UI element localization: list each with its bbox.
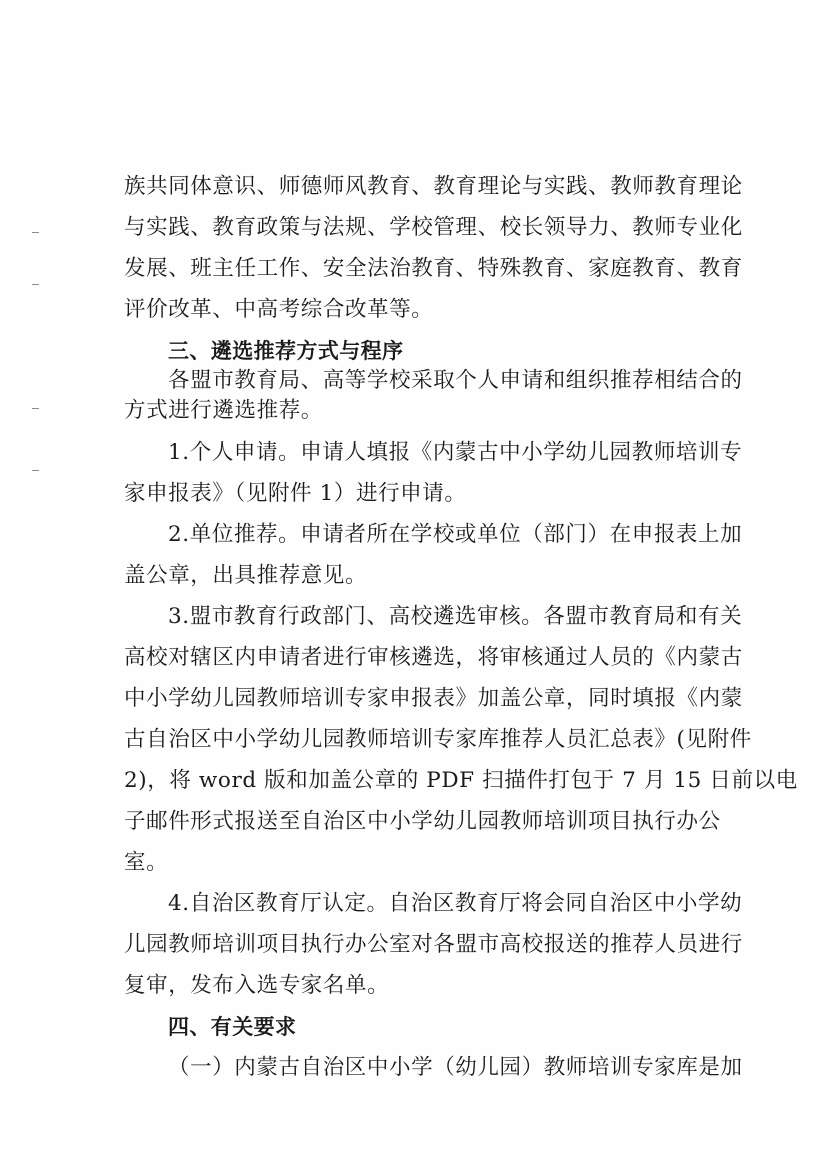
body-text-line: 室。: [124, 850, 169, 875]
body-text-line: 高校对辖区内申请者进行审核遴选，将审核通过人员的《内蒙古: [124, 645, 743, 670]
body-text-line: 1.个人申请。申请人填报《内蒙古中小学幼儿园教师培训专: [168, 440, 743, 465]
body-text-line: 子邮件形式报送至自治区中小学幼儿园教师培训项目执行办公: [124, 809, 721, 834]
body-text-line: 复审，发布入选专家名单。: [124, 973, 390, 998]
scan-margin-mark: [32, 408, 39, 409]
body-text-line: 与实践、教育政策与法规、学校管理、校长领导力、教师专业化: [124, 215, 743, 240]
scan-margin-mark: [32, 284, 39, 285]
body-text-line: 儿园教师培训项目执行办公室对各盟市高校报送的推荐人员进行: [124, 932, 743, 957]
section-heading: 四、有关要求: [168, 1015, 297, 1039]
section-heading: 三、遴选推荐方式与程序: [168, 339, 404, 363]
body-text-line: （一）内蒙古自治区中小学（幼儿园）教师培训专家库是加: [168, 1055, 743, 1080]
body-text-line: 3.盟市教育行政部门、高校遴选审核。各盟市教育局和有关: [168, 604, 743, 629]
body-text-line: 盖公章，出具推荐意见。: [124, 563, 368, 588]
body-text-line: 中小学幼儿园教师培训专家申报表》加盖公章，同时填报《内蒙: [124, 686, 743, 711]
scan-margin-mark: [32, 232, 39, 233]
body-text-line: 族共同体意识、师德师风教育、教育理论与实践、教师教育理论: [124, 174, 743, 199]
body-text-line: 各盟市教育局、高等学校采取个人申请和组织推荐相结合的: [168, 368, 743, 393]
body-text-line: 发展、班主任工作、安全法治教育、特殊教育、家庭教育、教育: [124, 256, 743, 281]
body-text-line: 家申报表》（见附件 1）进行申请。: [124, 481, 467, 506]
scan-margin-mark: [32, 470, 39, 471]
body-text-line: 2)，将 word 版和加盖公章的 PDF 扫描件打包于 7 月 15 日前以电: [124, 768, 798, 793]
body-text-line: 古自治区中小学幼儿园教师培训专家库推荐人员汇总表》(见附件: [124, 727, 752, 752]
body-text-line: 评价改革、中高考综合改革等。: [124, 297, 434, 322]
body-text-line: 方式进行遴选推荐。: [124, 398, 323, 423]
body-text-line: 4.自治区教育厅认定。自治区教育厅将会同自治区中小学幼: [168, 891, 743, 916]
body-text-line: 2.单位推荐。申请者所在学校或单位（部门）在申报表上加: [168, 522, 743, 547]
